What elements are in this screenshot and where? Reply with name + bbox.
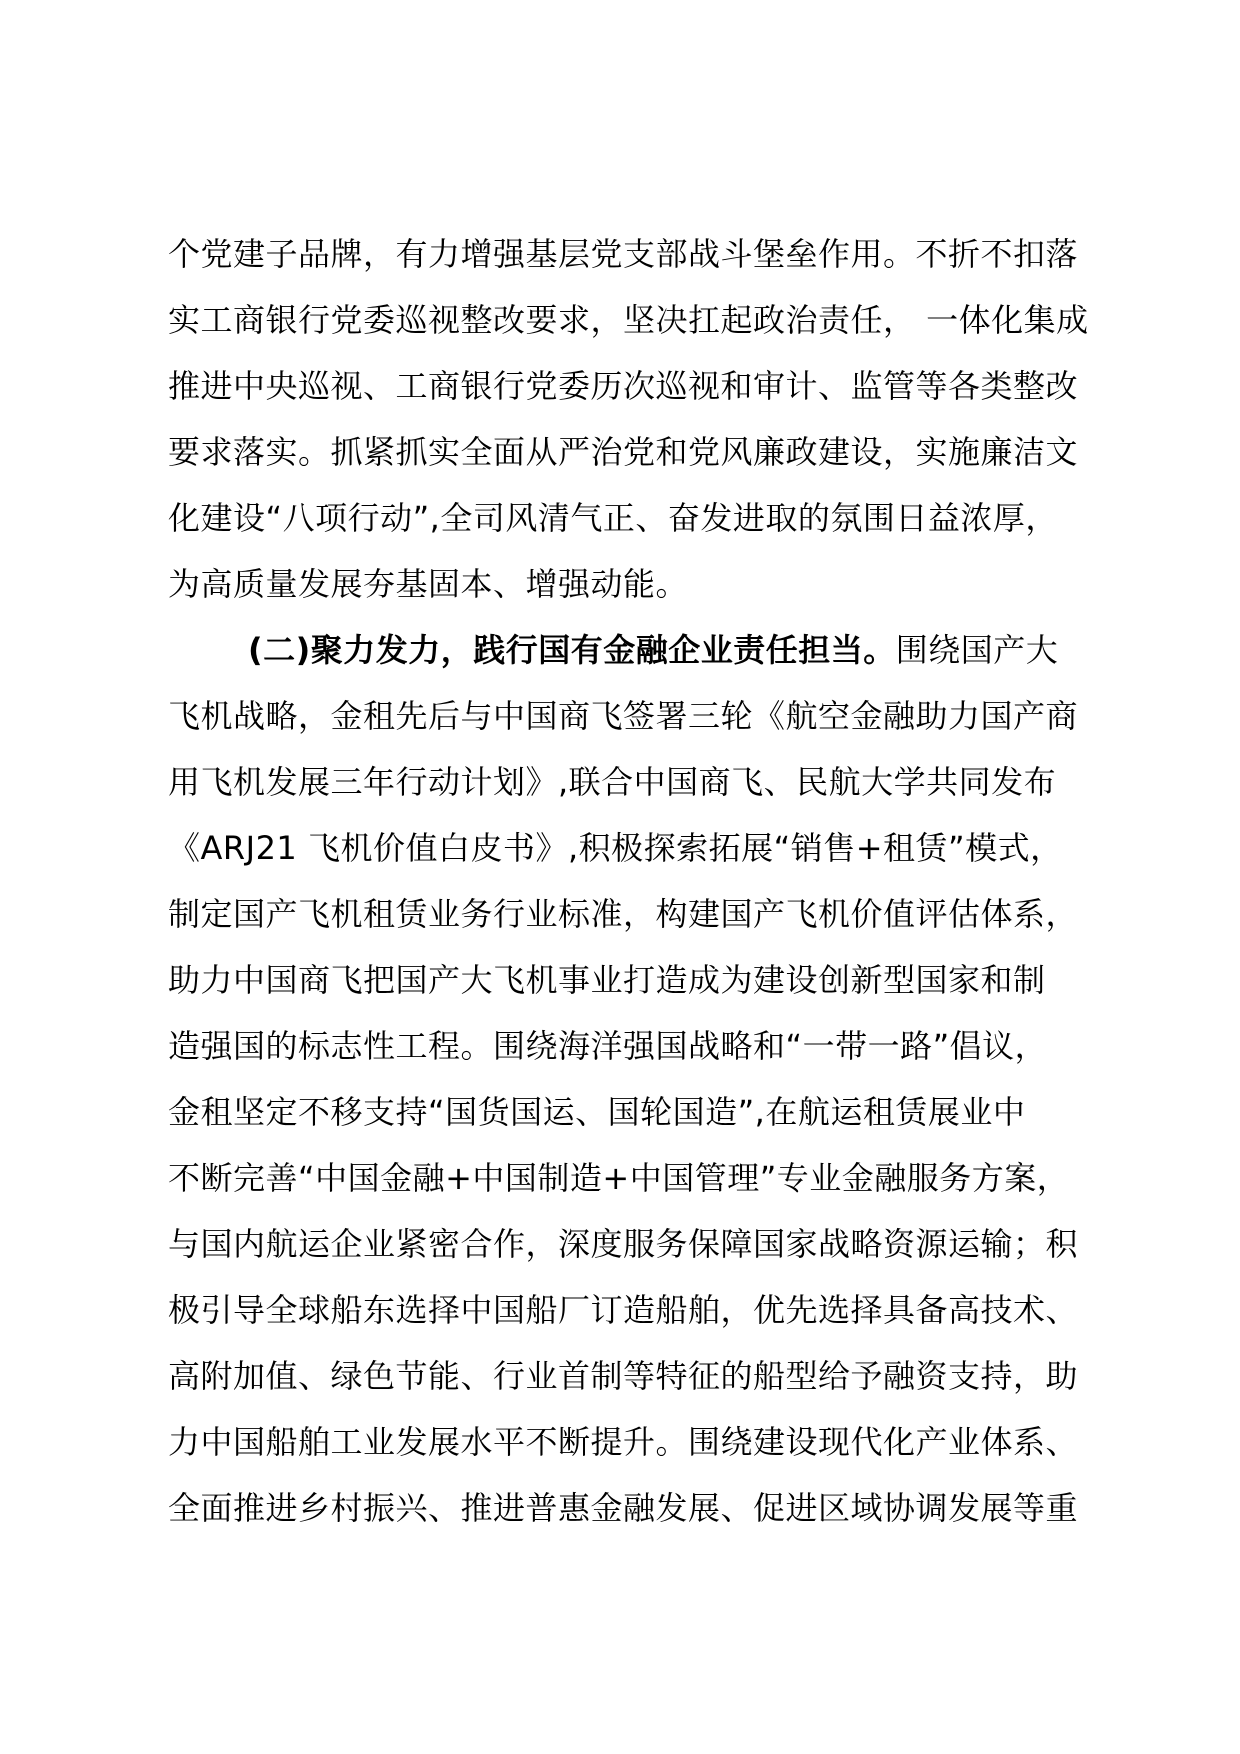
text-line: 与国内航运企业紧密合作，深度服务保障国家战略资源运输；积 [168, 1225, 1079, 1263]
section-heading-line [248, 630, 1058, 670]
text-line: 力中国船舶工业发展水平不断提升。围绕建设现代化产业体系、 [168, 1423, 1079, 1461]
text-line: 《ARJ21 飞机价值白皮书》,积极探索拓展“销售+租赁”模式， [168, 829, 1063, 867]
text-line: 造强国的标志性工程。围绕海洋强国战略和“一带一路”倡议， [168, 1027, 1048, 1065]
text-line: 推进中央巡视、工商银行党委历次巡视和审计、监管等各类整改 [168, 367, 1079, 405]
text-run: 围绕国产大 [895, 631, 1059, 669]
section-heading: (二)聚力发力，践行国有金融企业责任担当。 [248, 631, 896, 669]
text-line: 极引导全球船东选择中国船厂订造船舶，优先选择具备高技术、 [168, 1291, 1079, 1329]
text-line: 个党建子品牌，有力增强基层党支部战斗堡垒作用。不折不扣落 [168, 235, 1079, 273]
text-line: 飞机战略，金租先后与中国商飞签署三轮《航空金融助力国产商 [168, 697, 1079, 735]
text-line: 高附加值、绿色节能、行业首制等特征的船型给予融资支持，助 [168, 1357, 1079, 1395]
text-line: 化建设“八项行动”,全司风清气正、奋发进取的氛围日益浓厚， [168, 499, 1058, 537]
text-line: 用飞机发展三年行动计划》,联合中国商飞、民航大学共同发布 [168, 763, 1057, 801]
text-line: 不断完善“中国金融+中国制造+中国管理”专业金融服务方案， [168, 1159, 1070, 1197]
text-line: 助力中国商飞把国产大飞机事业打造成为建设创新型国家和制 [168, 961, 1046, 999]
text-line: 金租坚定不移支持“国货国运、国轮国造”,在航运租赁展业中 [168, 1093, 1026, 1131]
text-line: 要求落实。抓紧抓实全面从严治党和党风廉政建设，实施廉洁文 [168, 433, 1079, 471]
text-line: 制定国产飞机租赁业务行业标准，构建国产飞机价值评估体系， [168, 895, 1079, 933]
text-line: 为高质量发展夯基固本、增强动能。 [168, 565, 689, 603]
text-line: 实工商银行党委巡视整改要求，坚决扛起政治责任， 一体化集成 [168, 301, 1089, 339]
text-line: 全面推进乡村振兴、推进普惠金融发展、促进区域协调发展等重 [168, 1489, 1079, 1527]
